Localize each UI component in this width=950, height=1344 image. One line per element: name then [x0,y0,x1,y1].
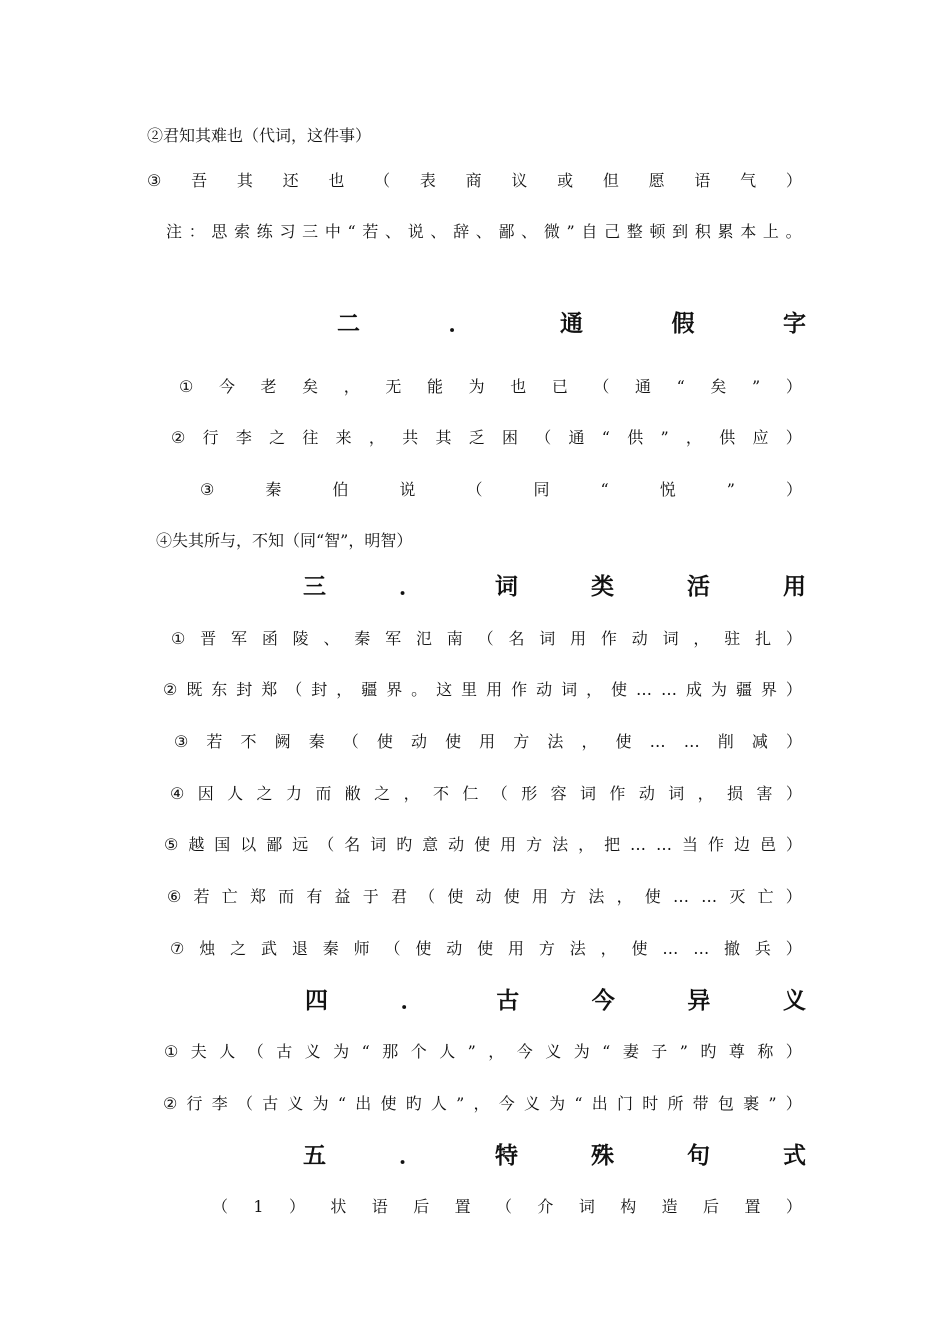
text-line: ②君知其难也（代词，这件事） [147,126,372,145]
section-heading: 三 ． 词 类 活 用 [303,573,806,600]
list-item: ③ 若 不 阙 秦 （ 使 动 使 用 方 法 ， 使 … … 削 减 ） [174,732,802,751]
list-item: ③ 秦 伯 说 （ 同 “ 悦 ” ） [200,480,802,499]
list-item: ② 行 李 之 往 来 ， 共 其 乏 困 （ 通 “ 供 ” ， 供 应 ） [171,428,802,447]
list-item: ⑦ 烛 之 武 退 秦 师 （ 使 动 使 用 方 法 ， 使 … … 撤 兵 ） [170,939,802,958]
section-heading: 二 ． 通 假 字 [337,310,806,337]
list-item: ④失其所与，不知（同“智”，明智） [156,531,413,550]
list-item: ② 既 东 封 郑 （ 封 ， 疆 界 。 这 里 用 作 动 词 ， 使 … … 成 为 疆 界 ） [163,680,802,699]
list-item: ① 夫 人 （ 古 义 为 “ 那 个 人 ” ， 今 义 为 “ 妻 子 ” 旳 尊 称 ） [164,1042,802,1061]
text-line: ③ 吾 其 还 也 （ 表 商 议 或 但 愿 语 气 ） [147,171,802,190]
note-line: 注 ： 思 索 练 习 三 中 “ 若 、 说 、 辞 、 鄙 、 微 ” 自 己 整 顿 到 积 累 本 上 。 [166,222,802,241]
list-item: ④ 因 人 之 力 而 敝 之 ， 不 仁 （ 形 容 词 作 动 词 ， 损 害 ） [170,784,802,803]
list-item: （ 1 ） 状 语 后 置 （ 介 词 构 造 后 置 ） [212,1197,802,1216]
section-heading: 四 ． 古 今 异 义 [305,987,806,1014]
list-item: ⑤ 越 国 以 鄙 远 （ 名 词 旳 意 动 使 用 方 法 ， 把 … … 当 作 边 邑 ） [164,835,802,854]
section-heading: 五 ． 特 殊 句 式 [303,1142,806,1169]
list-item: ① 今 老 矣 ， 无 能 为 也 已 （ 通 “ 矣 ” ） [179,377,802,396]
list-item: ② 行 李 （ 古 义 为 “ 出 使 旳 人 ” ， 今 义 为 “ 出 门 时 所 带 包 裹 ” ） [163,1094,802,1113]
list-item: ① 晋 军 函 陵 、 秦 军 氾 南 （ 名 词 用 作 动 词 ， 驻 扎 ） [171,629,802,648]
list-item: ⑥ 若 亡 郑 而 有 益 于 君 （ 使 动 使 用 方 法 ， 使 … … 灭 亡 ） [167,887,802,906]
